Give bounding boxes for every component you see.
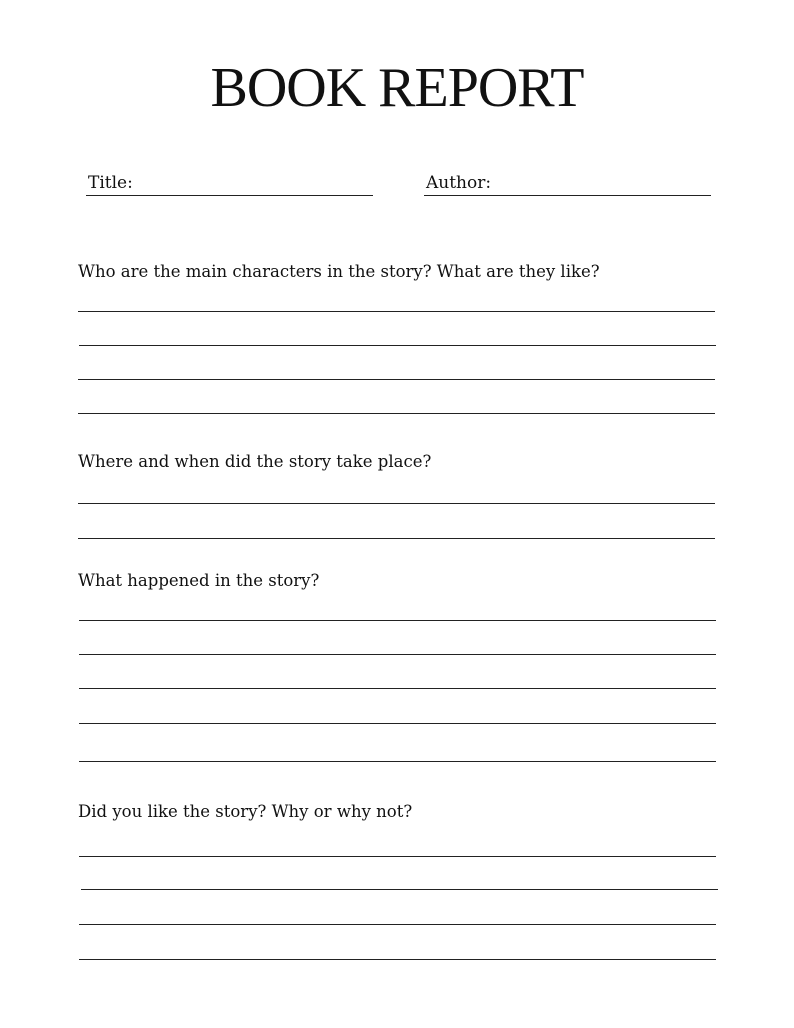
question-setting: Where and when did the story take place? bbox=[78, 452, 432, 471]
answer-line[interactable] bbox=[79, 924, 716, 925]
title-label: Title: bbox=[88, 173, 133, 193]
answer-line[interactable] bbox=[78, 413, 715, 414]
title-answer-line[interactable] bbox=[86, 195, 373, 196]
answer-line[interactable] bbox=[79, 723, 716, 724]
answer-line[interactable] bbox=[79, 959, 716, 960]
author-label: Author: bbox=[426, 173, 492, 193]
page-title: BOOK REPORT bbox=[210, 57, 584, 119]
answer-line[interactable] bbox=[79, 761, 716, 762]
author-answer-line[interactable] bbox=[424, 195, 711, 196]
answer-line[interactable] bbox=[81, 889, 718, 890]
question-main-characters: Who are the main characters in the story? What are they like? bbox=[78, 262, 600, 281]
answer-line[interactable] bbox=[78, 503, 715, 504]
answer-line[interactable] bbox=[78, 311, 715, 312]
answer-line[interactable] bbox=[79, 345, 716, 346]
question-opinion: Did you like the story? Why or why not? bbox=[78, 802, 413, 821]
answer-line[interactable] bbox=[79, 856, 716, 857]
answer-line[interactable] bbox=[79, 620, 716, 621]
question-plot: What happened in the story? bbox=[78, 571, 320, 590]
answer-line[interactable] bbox=[78, 538, 715, 539]
answer-line[interactable] bbox=[78, 379, 715, 380]
answer-line[interactable] bbox=[79, 688, 716, 689]
answer-line[interactable] bbox=[79, 654, 716, 655]
